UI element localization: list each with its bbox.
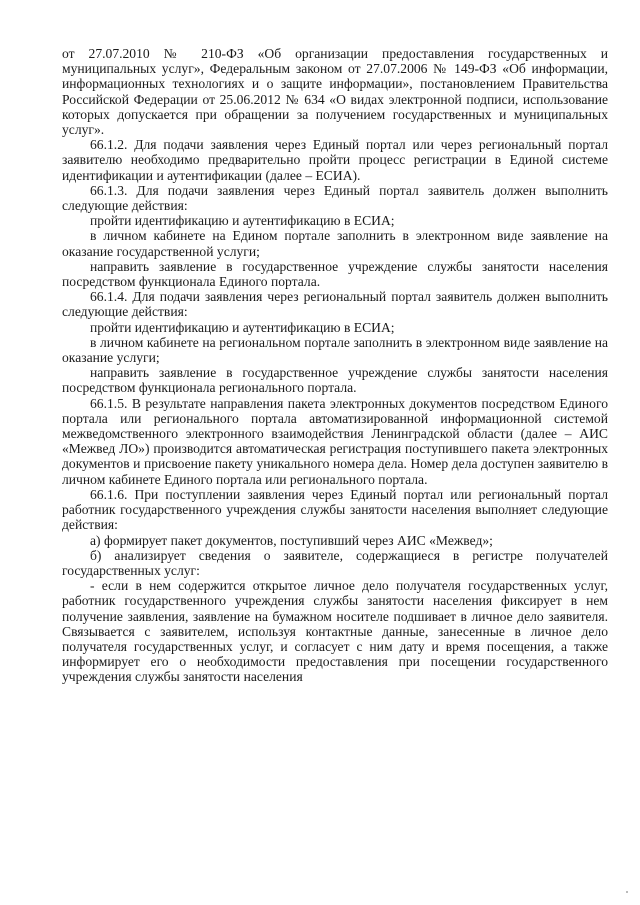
paragraph: от 27.07.2010 № 210-ФЗ «Об организации предоставления государственных и муниципальных услуг», Федеральным законом от 27.07.2006 № 149-ФЗ «Об информации, информационных технологиях и о защите информации», постановлением Правительства Российской Федерации от 25.06.2012 № 634 «О видах электронной подписи, использование которых допускается при обращении за получением государственных и муниципальных услуг». xyxy=(62,46,608,138)
list-item: - если в нем содержится открытое личное дело получателя государственных услуг, работник государственного учреждения службы занятости населения фиксирует в нем получение заявления, заявление на бумажном носителе подшивает в личное дело заявителя. Связывается с заявителем, используя контактные данные, занесенные в личное дело получателя государственных услуг, и согласует с ним дату и время посещения, а также информирует его о необходимости предоставления при посещении государственного учреждения службы занятости населения xyxy=(62,578,608,685)
scan-speck xyxy=(626,891,628,893)
paragraph-66-1-5: 66.1.5. В результате направления пакета электронных документов посредством Единого портала или регионального портала автоматизированной информационной системой межведомственного электронного взаимодействия Ленинградской области (далее – АИС «Межвед ЛО») производится автоматическая регистрация поступившего пакета электронных документов и присвоение пакету уникального номера дела. Номер дела доступен заявителю в личном кабинете Единого портала или регионального портала. xyxy=(62,395,608,487)
list-item: а) формирует пакет документов, поступивший через АИС «Межвед»; xyxy=(90,532,493,548)
paragraph-66-1-6: 66.1.6. При поступлении заявления через Единый портал или региональный портал работник государственного учреждения службы занятости населения выполняет следующие действия: xyxy=(62,486,608,533)
list-item: пройти идентификацию и аутентификацию в ЕСИА; xyxy=(90,319,395,335)
list-item: в личном кабинете на Едином портале заполнить в электронном виде заявление на оказание государственной услуги; xyxy=(62,228,608,259)
list-item: направить заявление в государственное учреждение службы занятости населения посредством функционала регионального портала. xyxy=(62,365,608,396)
list-item: пройти идентификацию и аутентификацию в ЕСИА; xyxy=(90,213,395,229)
paragraph-66-1-4: 66.1.4. Для подачи заявления через региональный портал заявитель должен выполнить следующие действия: xyxy=(62,289,608,320)
paragraph-66-1-2: 66.1.2. Для подачи заявления через Единый портал или через региональный портал заявителю необходимо предварительно пройти процесс регистрации в Единой системе идентификации и аутентификации (далее – ЕСИА). xyxy=(62,137,608,183)
list-item: направить заявление в государственное учреждение службы занятости населения посредством функционала Единого портала. xyxy=(62,258,608,290)
list-item: в личном кабинете на региональном портале заполнить в электронном виде заявление на оказание услуги; xyxy=(62,334,608,366)
paragraph-66-1-3: 66.1.3. Для подачи заявления через Единый портал заявитель должен выполнить следующие действия: xyxy=(62,182,608,214)
list-item: б) анализирует сведения о заявителе, содержащиеся в регистре получателей государственных услуг: xyxy=(62,547,608,578)
